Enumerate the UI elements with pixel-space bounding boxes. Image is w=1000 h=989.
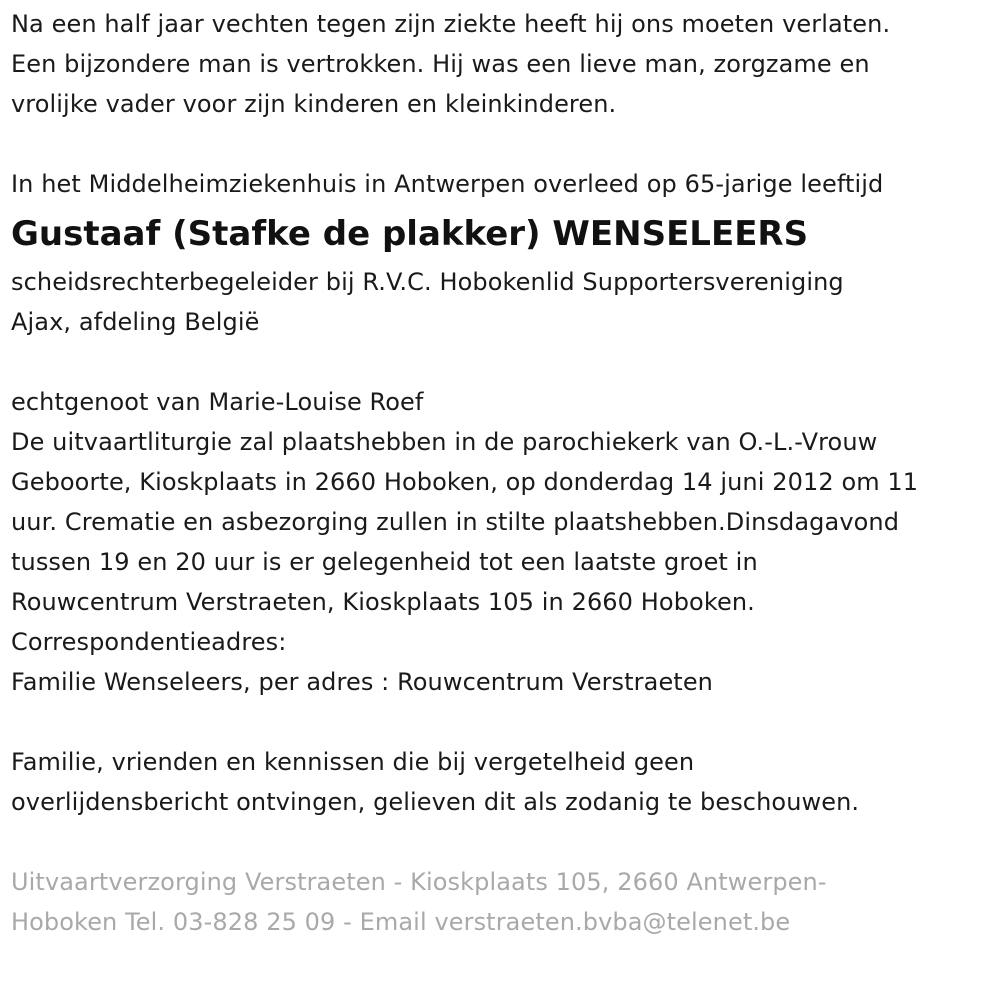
details-line-4: uur. Crematie en asbezorging zullen in stilte plaatshebben.Dinsdagavond bbox=[11, 508, 900, 536]
roles-paragraph bbox=[11, 262, 996, 342]
intro-line-3: vrolijke vader voor zijn kinderen en kleinkinderen. bbox=[11, 90, 617, 118]
closing-line-1: Familie, vrienden en kennissen die bij vergetelheid geen bbox=[11, 748, 695, 776]
intro-line-1: Na een half jaar vechten tegen zijn ziekte heeft hij ons moeten verlaten. bbox=[11, 10, 891, 38]
details-line-5: tussen 19 en 20 uur is er gelegenheid tot een laatste groet in bbox=[11, 548, 758, 576]
spacer bbox=[11, 822, 996, 862]
footer-line-2: Hoboken Tel. 03-828 25 09 - Email verstraeten.bvba@telenet.be bbox=[11, 908, 791, 936]
intro-paragraph bbox=[11, 4, 996, 124]
death-notice: In het Middelheimziekenhuis in Antwerpen overleed op 65-jarige leeftijd bbox=[11, 170, 884, 198]
spacer bbox=[11, 702, 996, 742]
details-line-2: De uitvaartliturgie zal plaatshebben in de parochiekerk van O.-L.-Vrouw bbox=[11, 428, 878, 456]
roles-line-2: Ajax, afdeling België bbox=[11, 308, 260, 336]
details-line-1: echtgenoot van Marie-Louise Roef bbox=[11, 388, 424, 416]
details-line-7: Correspondentieadres: bbox=[11, 628, 287, 656]
footer-line-1: Uitvaartverzorging Verstraeten - Kioskplaats 105, 2660 Antwerpen- bbox=[11, 868, 827, 896]
details-line-8: Familie Wenseleers, per adres : Rouwcentrum Verstraeten bbox=[11, 668, 713, 696]
details-line-3: Geboorte, Kioskplaats in 2660 Hoboken, op donderdag 14 juni 2012 om 11 bbox=[11, 468, 919, 496]
details-paragraph bbox=[11, 382, 996, 702]
funeral-home-footer bbox=[11, 862, 996, 942]
intro-line-2: Een bijzondere man is vertrokken. Hij was een lieve man, zorgzame en bbox=[11, 50, 870, 78]
obituary-notice bbox=[11, 4, 996, 942]
roles-line-1: scheidsrechterbegeleider bij R.V.C. Hobokenlid Supportersvereniging bbox=[11, 268, 844, 296]
closing-line-2: overlijdensbericht ontvingen, gelieven dit als zodanig te beschouwen. bbox=[11, 788, 860, 816]
closing-paragraph bbox=[11, 742, 996, 822]
details-line-6: Rouwcentrum Verstraeten, Kioskplaats 105 in 2660 Hoboken. bbox=[11, 588, 755, 616]
spacer bbox=[11, 124, 996, 164]
deceased-name: Gustaaf (Stafke de plakker) WENSELEERS bbox=[11, 214, 809, 254]
spacer bbox=[11, 342, 996, 382]
